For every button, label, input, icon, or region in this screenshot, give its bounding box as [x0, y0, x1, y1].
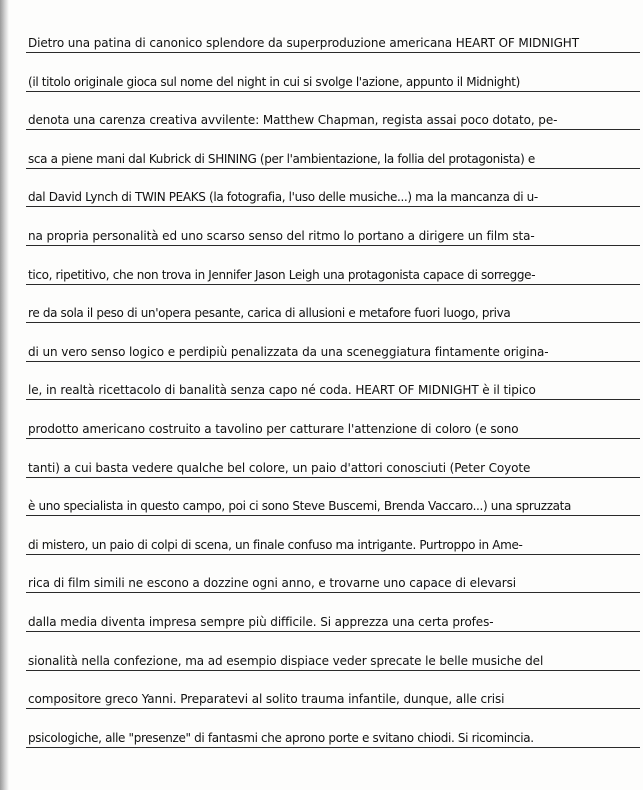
page-edge-shadow [0, 0, 9, 790]
text-line: psicologiche, alle "presenze" di fantasmi che aprono porte e svitano chiodi. Si ricomincia. [28, 731, 534, 745]
text-line: dal David Lynch di TWIN PEAKS (la fotografia, l'uso delle musiche...) ma la mancanza di u- [28, 190, 538, 204]
text-line: dalla media diventa impresa sempre più difficile. Si apprezza una certa profes- [28, 615, 494, 629]
text-line: na propria personalità ed uno scarso senso del ritmo lo portano a dirigere un film sta- [28, 229, 535, 243]
text-line: le, in realtà ricettacolo di banalità senza capo né coda. HEART OF MIDNIGHT è il tipico [28, 383, 536, 397]
text-line: prodotto americano costruito a tavolino per catturare l'attenzione di coloro (e sono [28, 422, 519, 436]
text-line: sca a piene mani dal Kubrick di SHINING (per l'ambientazione, la follia del protagonista) e [28, 152, 535, 166]
text-line: denota una carenza creativa avvilente: Matthew Chapman, regista assai poco dotato, pe- [28, 113, 558, 127]
text-line: compositore greco Yanni. Preparatevi al solito trauma infantile, dunque, alle crisi [28, 692, 505, 706]
text-line: di un vero senso logico e perdipiù penalizzata da una sceneggiatura fintamente origina- [28, 345, 549, 359]
text-line: re da sola il peso di un'opera pesante, carica di allusioni e metafore fuori luogo, priva [28, 306, 511, 320]
text-line: tanti) a cui basta vedere qualche bel colore, un paio d'attori conosciuti (Peter Coyote [28, 461, 531, 475]
text-line: Dietro una patina di canonico splendore da superproduzione americana HEART OF MIDNIGHT [28, 36, 579, 50]
text-line: tico, ripetitivo, che non trova in Jennifer Jason Leigh una protagonista capace di sorregge- [28, 268, 536, 282]
text-line: di mistero, un paio di colpi di scena, un finale confuso ma intrigante. Purtroppo in Ame- [28, 538, 523, 552]
text-line: sionalità nella confezione, ma ad esempio dispiace veder sprecate le belle musiche del [28, 654, 544, 668]
text-line: è uno specialista in questo campo, poi ci sono Steve Buscemi, Brenda Vaccaro...) una spruzzata [28, 499, 572, 513]
text-line: (il titolo originale gioca sul nome del night in cui si svolge l'azione, appunto il Midnight) [28, 75, 520, 89]
text-line: rica di film simili ne escono a dozzine ogni anno, e trovarne uno capace di elevarsi [28, 576, 516, 590]
